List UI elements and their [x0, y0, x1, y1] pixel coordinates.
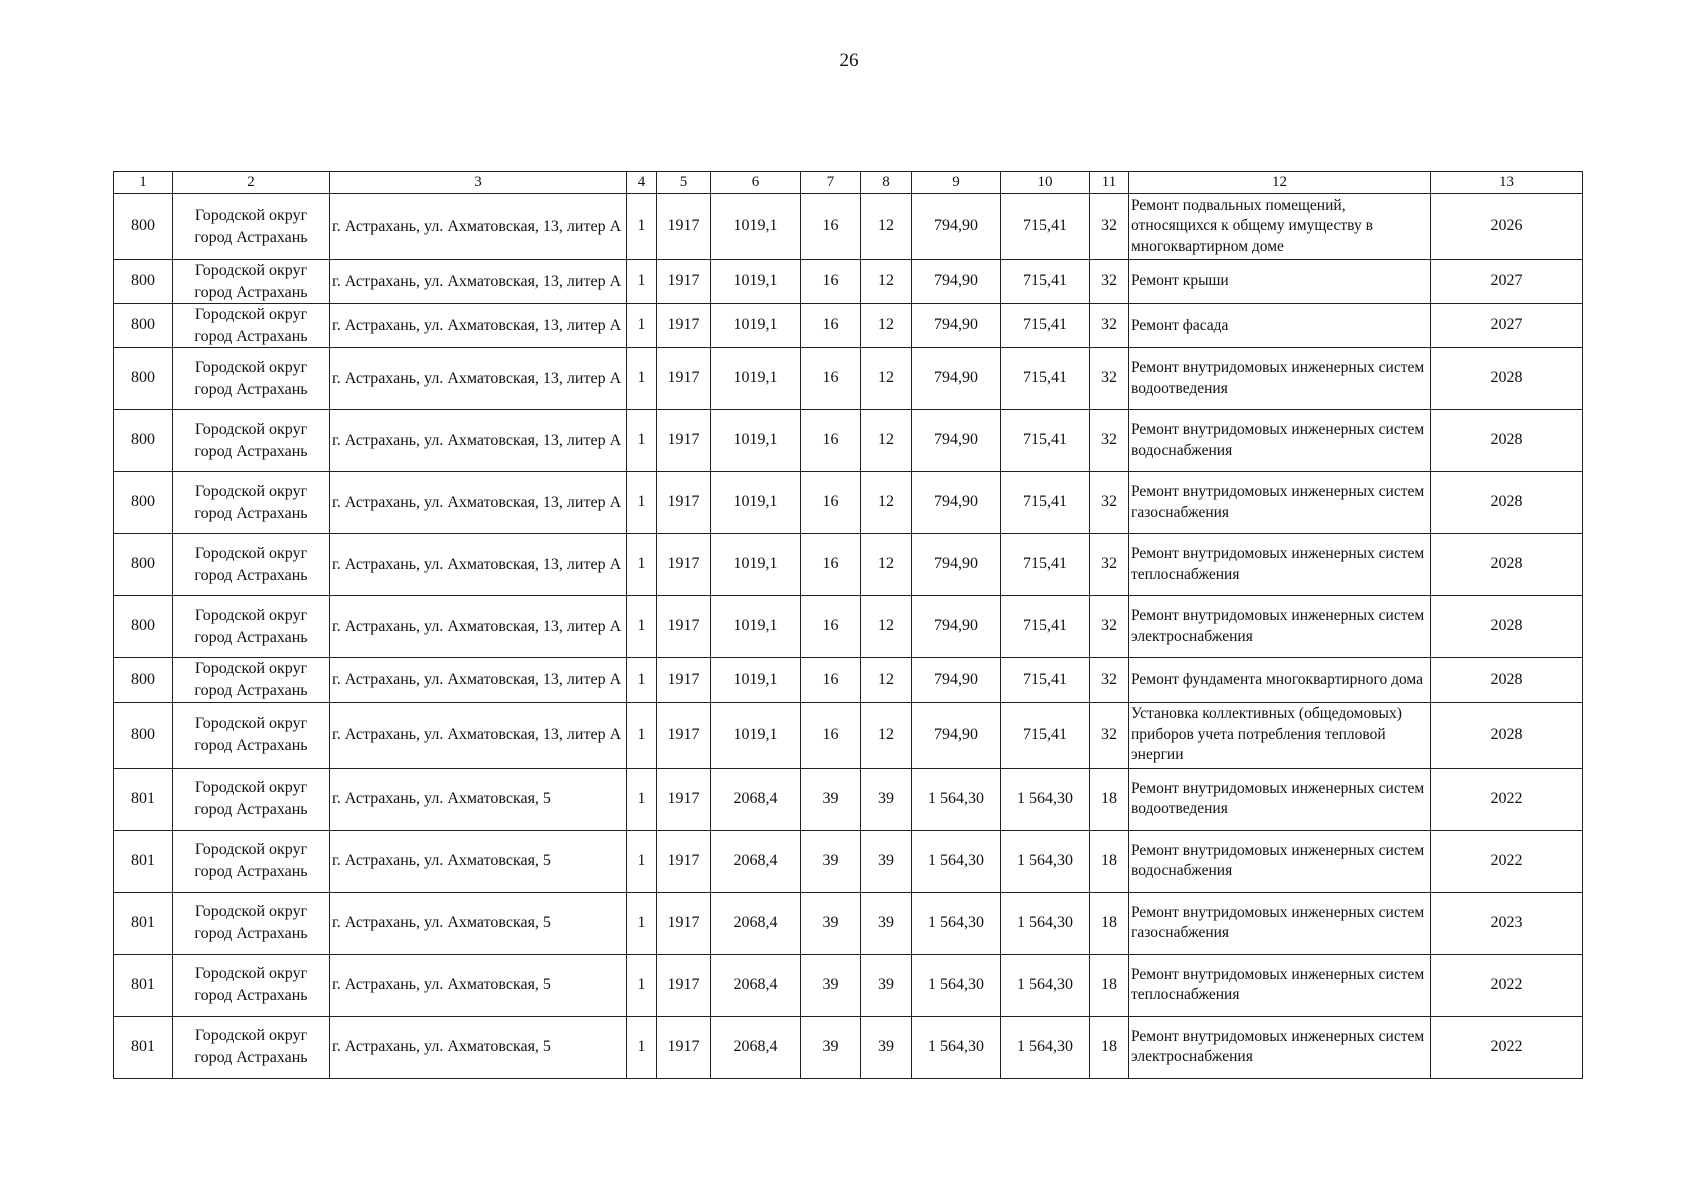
column-7-cell: 39 [801, 892, 861, 954]
column-number-row [114, 172, 1583, 194]
column-10-cell: 1 564,30 [1001, 892, 1090, 954]
construction-year-cell: 1917 [657, 1016, 711, 1078]
district-cell: Городской округ город Астрахань [173, 596, 330, 658]
column-11-cell: 32 [1090, 304, 1129, 348]
address-cell: г. Астрахань, ул. Ахматовская, 13, литер А [330, 348, 627, 410]
table-row [114, 534, 1583, 596]
area-cell: 1019,1 [711, 596, 801, 658]
planned-year-cell: 2022 [1431, 954, 1583, 1016]
construction-year-cell: 1917 [657, 304, 711, 348]
area-cell: 1019,1 [711, 194, 801, 260]
column-4-cell: 1 [627, 304, 657, 348]
planned-year-cell: 2028 [1431, 410, 1583, 472]
column-10-cell: 715,41 [1001, 348, 1090, 410]
row-number-cell: 800 [114, 348, 173, 410]
column-header: 2 [173, 172, 330, 194]
column-7-cell: 16 [801, 194, 861, 260]
work-type-cell: Установка коллективных (общедомовых) приборов учета потребления тепловой энергии [1129, 702, 1431, 768]
column-8-cell: 12 [861, 348, 912, 410]
column-10-cell: 715,41 [1001, 658, 1090, 702]
address-cell: г. Астрахань, ул. Ахматовская, 13, литер А [330, 472, 627, 534]
column-11-cell: 32 [1090, 410, 1129, 472]
district-cell: Городской округ город Астрахань [173, 702, 330, 768]
row-number-cell: 800 [114, 702, 173, 768]
district-cell: Городской округ город Астрахань [173, 892, 330, 954]
column-8-cell: 12 [861, 658, 912, 702]
area-cell: 1019,1 [711, 658, 801, 702]
column-4-cell: 1 [627, 348, 657, 410]
planned-year-cell: 2028 [1431, 348, 1583, 410]
construction-year-cell: 1917 [657, 348, 711, 410]
column-8-cell: 12 [861, 596, 912, 658]
column-8-cell: 12 [861, 534, 912, 596]
construction-year-cell: 1917 [657, 658, 711, 702]
column-9-cell: 1 564,30 [912, 954, 1001, 1016]
column-7-cell: 16 [801, 534, 861, 596]
column-10-cell: 715,41 [1001, 472, 1090, 534]
district-cell: Городской округ город Астрахань [173, 1016, 330, 1078]
district-cell: Городской округ город Астрахань [173, 830, 330, 892]
column-7-cell: 16 [801, 348, 861, 410]
column-header: 6 [711, 172, 801, 194]
column-10-cell: 715,41 [1001, 596, 1090, 658]
area-cell: 1019,1 [711, 304, 801, 348]
column-7-cell: 16 [801, 658, 861, 702]
planned-year-cell: 2027 [1431, 304, 1583, 348]
row-number-cell: 801 [114, 768, 173, 830]
column-4-cell: 1 [627, 410, 657, 472]
construction-year-cell: 1917 [657, 194, 711, 260]
column-11-cell: 32 [1090, 702, 1129, 768]
column-7-cell: 16 [801, 596, 861, 658]
table-row [114, 596, 1583, 658]
area-cell: 2068,4 [711, 1016, 801, 1078]
construction-year-cell: 1917 [657, 892, 711, 954]
column-10-cell: 1 564,30 [1001, 954, 1090, 1016]
area-cell: 1019,1 [711, 348, 801, 410]
column-7-cell: 39 [801, 1016, 861, 1078]
work-type-cell: Ремонт фасада [1129, 304, 1431, 348]
table-row [114, 194, 1583, 260]
row-number-cell: 801 [114, 1016, 173, 1078]
table-row [114, 410, 1583, 472]
work-type-cell: Ремонт внутридомовых инженерных систем газоснабжения [1129, 472, 1431, 534]
district-cell: Городской округ город Астрахань [173, 768, 330, 830]
construction-year-cell: 1917 [657, 768, 711, 830]
table-body [114, 194, 1583, 1079]
table-header [114, 172, 1583, 194]
column-10-cell: 715,41 [1001, 410, 1090, 472]
address-cell: г. Астрахань, ул. Ахматовская, 13, литер А [330, 194, 627, 260]
address-cell: г. Астрахань, ул. Ахматовская, 5 [330, 892, 627, 954]
area-cell: 1019,1 [711, 702, 801, 768]
column-11-cell: 18 [1090, 830, 1129, 892]
district-cell: Городской округ город Астрахань [173, 658, 330, 702]
column-header: 9 [912, 172, 1001, 194]
column-9-cell: 794,90 [912, 658, 1001, 702]
column-9-cell: 1 564,30 [912, 830, 1001, 892]
address-cell: г. Астрахань, ул. Ахматовская, 5 [330, 954, 627, 1016]
column-4-cell: 1 [627, 702, 657, 768]
column-11-cell: 32 [1090, 658, 1129, 702]
district-cell: Городской округ город Астрахань [173, 534, 330, 596]
address-cell: г. Астрахань, ул. Ахматовская, 13, литер А [330, 702, 627, 768]
area-cell: 2068,4 [711, 892, 801, 954]
work-type-cell: Ремонт внутридомовых инженерных систем теплоснабжения [1129, 954, 1431, 1016]
column-8-cell: 39 [861, 892, 912, 954]
district-cell: Городской округ город Астрахань [173, 260, 330, 304]
column-header: 12 [1129, 172, 1431, 194]
column-4-cell: 1 [627, 260, 657, 304]
construction-year-cell: 1917 [657, 410, 711, 472]
table-row [114, 830, 1583, 892]
column-9-cell: 794,90 [912, 348, 1001, 410]
column-9-cell: 794,90 [912, 472, 1001, 534]
column-9-cell: 794,90 [912, 534, 1001, 596]
work-type-cell: Ремонт внутридомовых инженерных систем электроснабжения [1129, 596, 1431, 658]
column-header: 13 [1431, 172, 1583, 194]
column-8-cell: 39 [861, 954, 912, 1016]
column-header: 5 [657, 172, 711, 194]
area-cell: 1019,1 [711, 472, 801, 534]
planned-year-cell: 2026 [1431, 194, 1583, 260]
table-row [114, 768, 1583, 830]
column-8-cell: 39 [861, 830, 912, 892]
planned-year-cell: 2028 [1431, 472, 1583, 534]
column-10-cell: 715,41 [1001, 260, 1090, 304]
column-8-cell: 12 [861, 472, 912, 534]
column-4-cell: 1 [627, 830, 657, 892]
column-7-cell: 16 [801, 410, 861, 472]
column-11-cell: 18 [1090, 768, 1129, 830]
column-header: 8 [861, 172, 912, 194]
address-cell: г. Астрахань, ул. Ахматовская, 5 [330, 1016, 627, 1078]
work-type-cell: Ремонт внутридомовых инженерных систем газоснабжения [1129, 892, 1431, 954]
page-number: 26 [839, 50, 859, 71]
district-cell: Городской округ город Астрахань [173, 472, 330, 534]
column-11-cell: 32 [1090, 596, 1129, 658]
row-number-cell: 800 [114, 260, 173, 304]
address-cell: г. Астрахань, ул. Ахматовская, 5 [330, 768, 627, 830]
column-header: 11 [1090, 172, 1129, 194]
column-9-cell: 794,90 [912, 260, 1001, 304]
work-type-cell: Ремонт внутридомовых инженерных систем водоотведения [1129, 348, 1431, 410]
construction-year-cell: 1917 [657, 596, 711, 658]
column-9-cell: 794,90 [912, 304, 1001, 348]
column-4-cell: 1 [627, 472, 657, 534]
column-9-cell: 794,90 [912, 194, 1001, 260]
table-row [114, 304, 1583, 348]
work-type-cell: Ремонт фундамента многоквартирного дома [1129, 658, 1431, 702]
column-10-cell: 715,41 [1001, 702, 1090, 768]
column-11-cell: 32 [1090, 472, 1129, 534]
planned-year-cell: 2028 [1431, 596, 1583, 658]
column-11-cell: 32 [1090, 348, 1129, 410]
row-number-cell: 801 [114, 830, 173, 892]
column-10-cell: 1 564,30 [1001, 830, 1090, 892]
planned-year-cell: 2023 [1431, 892, 1583, 954]
column-8-cell: 12 [861, 702, 912, 768]
table-row [114, 348, 1583, 410]
column-7-cell: 39 [801, 768, 861, 830]
column-10-cell: 1 564,30 [1001, 1016, 1090, 1078]
column-11-cell: 18 [1090, 954, 1129, 1016]
column-header: 4 [627, 172, 657, 194]
column-9-cell: 1 564,30 [912, 892, 1001, 954]
address-cell: г. Астрахань, ул. Ахматовская, 13, литер А [330, 658, 627, 702]
column-10-cell: 1 564,30 [1001, 768, 1090, 830]
table-row [114, 954, 1583, 1016]
column-9-cell: 794,90 [912, 702, 1001, 768]
column-7-cell: 16 [801, 702, 861, 768]
column-8-cell: 12 [861, 260, 912, 304]
column-header: 10 [1001, 172, 1090, 194]
planned-year-cell: 2022 [1431, 1016, 1583, 1078]
area-cell: 2068,4 [711, 954, 801, 1016]
table-row [114, 1016, 1583, 1078]
column-4-cell: 1 [627, 954, 657, 1016]
column-4-cell: 1 [627, 534, 657, 596]
address-cell: г. Астрахань, ул. Ахматовская, 13, литер А [330, 534, 627, 596]
district-cell: Городской округ город Астрахань [173, 304, 330, 348]
district-cell: Городской округ город Астрахань [173, 954, 330, 1016]
district-cell: Городской округ город Астрахань [173, 348, 330, 410]
column-9-cell: 794,90 [912, 596, 1001, 658]
row-number-cell: 800 [114, 658, 173, 702]
construction-year-cell: 1917 [657, 954, 711, 1016]
work-type-cell: Ремонт внутридомовых инженерных систем теплоснабжения [1129, 534, 1431, 596]
column-9-cell: 1 564,30 [912, 768, 1001, 830]
planned-year-cell: 2028 [1431, 702, 1583, 768]
column-7-cell: 39 [801, 830, 861, 892]
column-9-cell: 1 564,30 [912, 1016, 1001, 1078]
address-cell: г. Астрахань, ул. Ахматовская, 13, литер А [330, 410, 627, 472]
column-8-cell: 12 [861, 194, 912, 260]
planned-year-cell: 2028 [1431, 658, 1583, 702]
column-7-cell: 16 [801, 472, 861, 534]
district-cell: Городской округ город Астрахань [173, 410, 330, 472]
column-8-cell: 12 [861, 410, 912, 472]
column-4-cell: 1 [627, 892, 657, 954]
row-number-cell: 800 [114, 534, 173, 596]
column-8-cell: 39 [861, 768, 912, 830]
column-4-cell: 1 [627, 194, 657, 260]
table-row [114, 702, 1583, 768]
work-type-cell: Ремонт крыши [1129, 260, 1431, 304]
construction-year-cell: 1917 [657, 702, 711, 768]
column-4-cell: 1 [627, 596, 657, 658]
column-11-cell: 32 [1090, 534, 1129, 596]
planned-year-cell: 2022 [1431, 768, 1583, 830]
table-row [114, 472, 1583, 534]
column-8-cell: 12 [861, 304, 912, 348]
column-4-cell: 1 [627, 658, 657, 702]
column-11-cell: 18 [1090, 892, 1129, 954]
column-7-cell: 39 [801, 954, 861, 1016]
column-10-cell: 715,41 [1001, 194, 1090, 260]
column-7-cell: 16 [801, 304, 861, 348]
district-cell: Городской округ город Астрахань [173, 194, 330, 260]
planned-year-cell: 2027 [1431, 260, 1583, 304]
work-type-cell: Ремонт внутридомовых инженерных систем водоснабжения [1129, 410, 1431, 472]
construction-year-cell: 1917 [657, 260, 711, 304]
table-row [114, 260, 1583, 304]
area-cell: 2068,4 [711, 768, 801, 830]
column-11-cell: 32 [1090, 194, 1129, 260]
row-number-cell: 801 [114, 954, 173, 1016]
area-cell: 1019,1 [711, 534, 801, 596]
row-number-cell: 800 [114, 410, 173, 472]
work-type-cell: Ремонт внутридомовых инженерных систем водоснабжения [1129, 830, 1431, 892]
area-cell: 1019,1 [711, 410, 801, 472]
column-4-cell: 1 [627, 768, 657, 830]
address-cell: г. Астрахань, ул. Ахматовская, 13, литер А [330, 304, 627, 348]
row-number-cell: 800 [114, 194, 173, 260]
area-cell: 2068,4 [711, 830, 801, 892]
area-cell: 1019,1 [711, 260, 801, 304]
planned-year-cell: 2022 [1431, 830, 1583, 892]
capital-repair-table [113, 171, 1583, 1079]
column-9-cell: 794,90 [912, 410, 1001, 472]
column-4-cell: 1 [627, 1016, 657, 1078]
address-cell: г. Астрахань, ул. Ахматовская, 13, литер А [330, 596, 627, 658]
table-row [114, 658, 1583, 702]
construction-year-cell: 1917 [657, 472, 711, 534]
address-cell: г. Астрахань, ул. Ахматовская, 5 [330, 830, 627, 892]
column-8-cell: 39 [861, 1016, 912, 1078]
column-7-cell: 16 [801, 260, 861, 304]
column-header: 1 [114, 172, 173, 194]
column-10-cell: 715,41 [1001, 534, 1090, 596]
row-number-cell: 800 [114, 304, 173, 348]
column-11-cell: 18 [1090, 1016, 1129, 1078]
table-row [114, 892, 1583, 954]
column-header: 3 [330, 172, 627, 194]
row-number-cell: 800 [114, 472, 173, 534]
work-type-cell: Ремонт подвальных помещений, относящихся к общему имуществу в многоквартирном доме [1129, 194, 1431, 260]
column-10-cell: 715,41 [1001, 304, 1090, 348]
construction-year-cell: 1917 [657, 534, 711, 596]
work-type-cell: Ремонт внутридомовых инженерных систем водоотведения [1129, 768, 1431, 830]
planned-year-cell: 2028 [1431, 534, 1583, 596]
address-cell: г. Астрахань, ул. Ахматовская, 13, литер А [330, 260, 627, 304]
row-number-cell: 800 [114, 596, 173, 658]
construction-year-cell: 1917 [657, 830, 711, 892]
work-type-cell: Ремонт внутридомовых инженерных систем электроснабжения [1129, 1016, 1431, 1078]
column-11-cell: 32 [1090, 260, 1129, 304]
column-header: 7 [801, 172, 861, 194]
row-number-cell: 801 [114, 892, 173, 954]
